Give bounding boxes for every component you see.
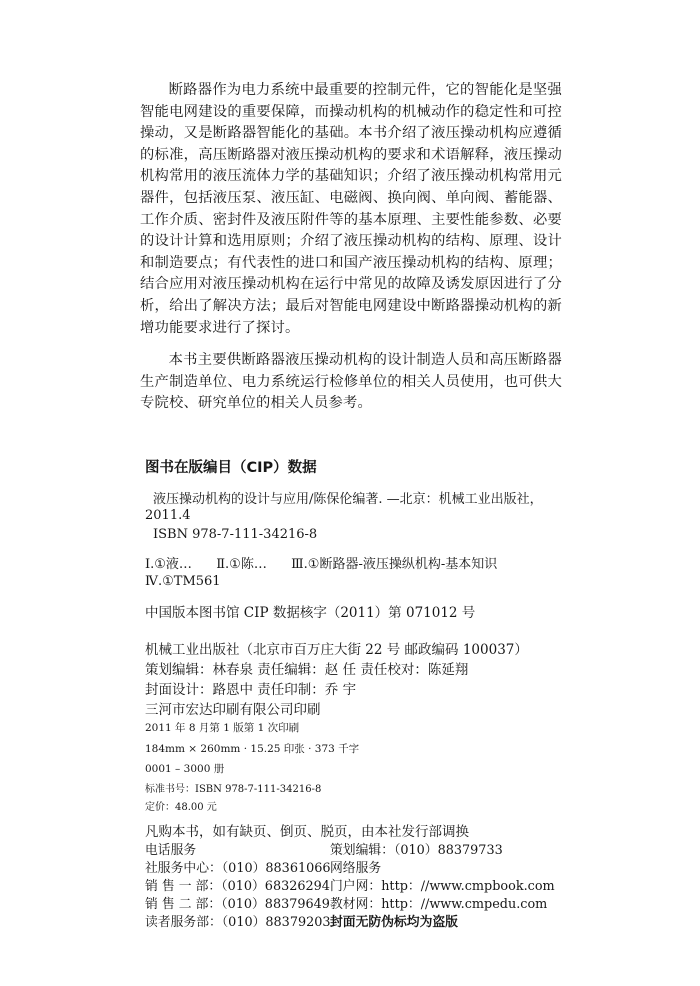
planning-editor-phone: 策划编辑：（010）88379733 — [330, 843, 503, 858]
print-run-line: 0001 – 3000 册 — [145, 763, 225, 775]
sales-dept-2-phone: 销 售 二 部：（010）88379649 — [145, 897, 330, 912]
network-service-heading: 网络服务 — [330, 861, 382, 876]
reader-service-phone: 读者服务部：（010）88379203 — [145, 915, 331, 930]
design-line: 封面设计：路恩中 责任印制：乔 宇 — [145, 682, 357, 698]
textbook-website: 教材网：http：//www.cmpedu.com — [330, 897, 548, 912]
abstract-paragraph-2: 本书主要供断路器液压操动机构的设计制造人员和高压断路器生产制造单位、电力系统运行检修单位的相关人员使用，也可供大专院校、研究单位的相关人员参考。 — [140, 352, 562, 412]
standard-isbn-line: 标准书号：ISBN 978-7-111-34216-8 — [145, 784, 322, 795]
cip-record-line-2: 2011.4 — [145, 508, 191, 523]
edition-line: 2011 年 8 月第 1 版第 1 次印刷 — [145, 722, 300, 734]
cip-classification-line-1 — [145, 553, 565, 572]
phone-service-heading: 电话服务 — [145, 843, 197, 858]
sales-dept-1-phone: 销 售 一 部：（010）68326294 — [145, 879, 330, 894]
cip-record-line-1: 液压操动机构的设计与应用/陈保伦编著. —北京：机械工业出版社， — [153, 492, 543, 507]
cip-class-3: Ⅲ.①断路器-液压操纵机构-基本知识 — [291, 557, 498, 572]
service-center-phone: 社服务中心：（010）88361066 — [145, 861, 331, 876]
cip-class-1: Ⅰ.①液… — [145, 557, 192, 572]
printer-line: 三河市宏达印刷有限公司印刷 — [145, 702, 321, 718]
cip-number: 中国版本图书馆 CIP 数据核字（2011）第 071012 号 — [145, 605, 476, 621]
publisher-address: 机械工业出版社（北京市百万庄大街 22 号 邮政编码 100037） — [145, 642, 528, 658]
editors-line: 策划编辑：林春泉 责任编辑：赵 任 责任校对：陈延翔 — [145, 662, 469, 678]
anti-piracy-notice: 封面无防伪标均为盗版 — [330, 915, 458, 930]
portal-website: 门户网：http：//www.cmpbook.com — [330, 879, 555, 894]
price-line: 定价：48.00 元 — [145, 802, 217, 813]
abstract-paragraph-1: 断路器作为电力系统中最重要的控制元件，它的智能化是坚强智能电网建设的重要保障，而操动机构的机械动作的稳定性和可控操动，又是断路器智能化的基础。本书介绍了液压操动机构应遵循的标准，高压断路器对液压操动机构的要求和术语解释，液压操动机构常用的液压流体力学的基础知识；介绍了液压操动机构常用元器件，包括液压泵、液压缸、电磁阀、换向阀、单向阀、蓄能器、工作介质、密封件及液压附件等的基本原理、主要性能参数、必要的设计计算和选用原则；介绍了液压操动机构的结构、原理、设计和制造要点；有代表性的进口和国产液压操动机构的结构、原理；结合应用对液压操动机构在运行中常见的故障及诱发原因进行了分析，给出了解决方法；最后对智能电网建设中断路器操动机构的新增功能要求进行了探讨。 — [140, 82, 562, 336]
format-line: 184mm × 260mm · 15.25 印张 · 373 千字 — [145, 743, 360, 755]
cip-title: 图书在版编目（CIP）数据 — [145, 460, 317, 476]
cip-isbn: ISBN 978-7-111-34216-8 — [153, 527, 318, 542]
defect-notice: 凡购本书，如有缺页、倒页、脱页，由本社发行部调换 — [145, 824, 469, 840]
cip-classification-line-2: Ⅳ.①TM561 — [145, 574, 221, 589]
cip-class-2: Ⅱ.①陈… — [216, 557, 267, 572]
book-abstract — [140, 80, 562, 415]
